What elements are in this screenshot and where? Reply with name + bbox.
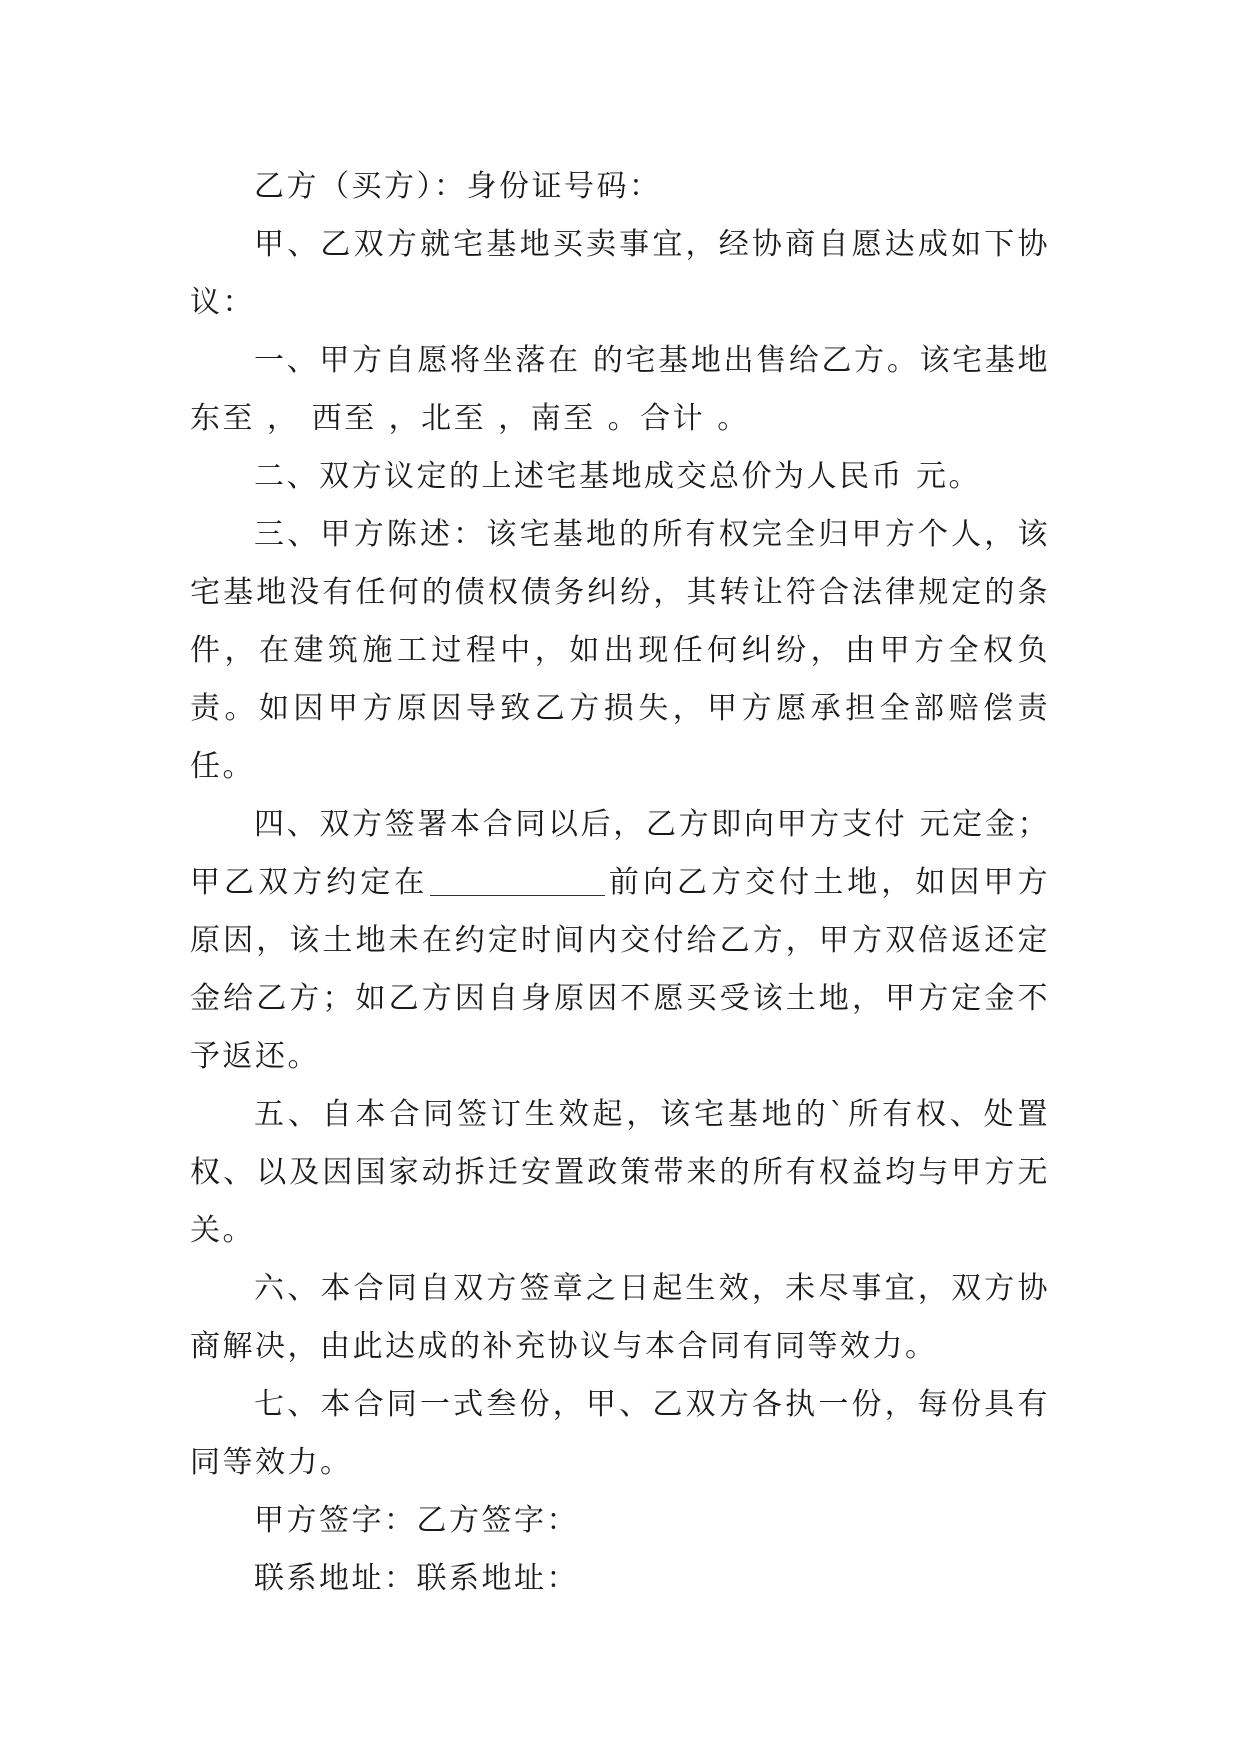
contract-body bbox=[190, 158, 1050, 1608]
signature-line: 甲方签字：乙方签字： bbox=[254, 1503, 579, 1538]
clause-5-rights: 五、自本合同签订生效起，该宅基地的`所有权、处置权、以及因国家动拆迁安置政策带来的所有权益均与甲方无关。 bbox=[190, 1097, 1050, 1248]
clause-4-text-after: 前向乙方交付土地，如因甲方原因，该土地未在约定时间内交付给乙方，甲方双倍返还定金给乙方；如乙方因自身原因不愿买受该土地，甲方定金不予返还。 bbox=[190, 865, 1051, 1074]
agreement-preamble: 甲、乙双方就宅基地买卖事宜，经协商自愿达成如下协议： bbox=[190, 227, 1050, 320]
date-blank-line bbox=[430, 865, 605, 896]
clause-1-location: 一、甲方自愿将坐落在 的宅基地出售给乙方。该宅基地东至 ， 西至 ，北至 ，南至 。合计 。 bbox=[190, 343, 1050, 436]
address-line: 联系地址：联系地址： bbox=[254, 1561, 579, 1596]
clause-4-text-before: 四、双方签署本合同以后，乙方即向甲方支付 元定金；甲乙双方约定在 bbox=[190, 807, 1050, 900]
clause-6-effect: 六、本合同自双方签章之日起生效，未尽事宜，双方协商解决，由此达成的补充协议与本合同有同等效力。 bbox=[190, 1271, 1050, 1364]
clause-3-statement: 三、甲方陈述：该宅基地的所有权完全归甲方个人，该宅基地没有任何的债权债务纠纷，其转让符合法律规定的条件，在建筑施工过程中，如出现任何纠纷，由甲方全权负责。如因甲方原因导致乙方损失，甲方愿承担全部赔偿责任。 bbox=[190, 517, 1050, 784]
clause-2-price: 二、双方议定的上述宅基地成交总价为人民币 元。 bbox=[254, 459, 982, 494]
clause-4-deposit bbox=[190, 796, 1050, 1086]
clause-7-copies: 七、本合同一式叁份，甲、乙双方各执一份，每份具有同等效力。 bbox=[190, 1387, 1050, 1480]
party-b-id-line: 乙方（买方）：身份证号码： bbox=[254, 169, 662, 204]
